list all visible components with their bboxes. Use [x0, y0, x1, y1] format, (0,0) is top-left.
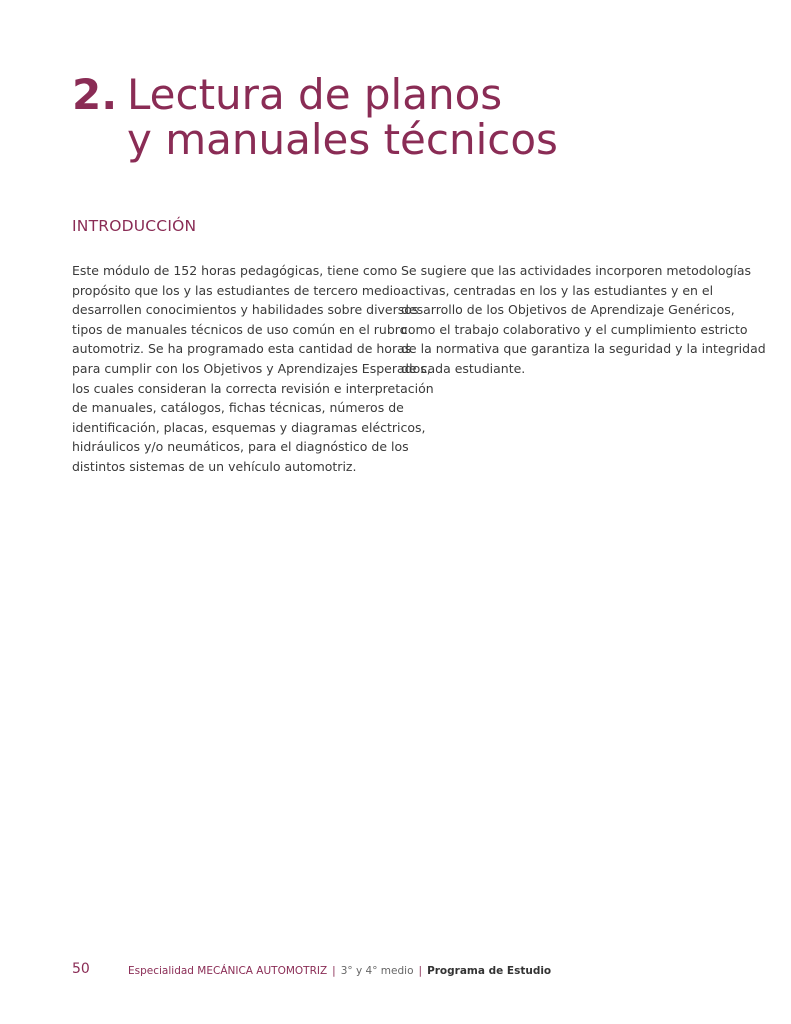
text-line: Se sugiere que las actividades incorporen metodologías	[401, 263, 752, 278]
text-line: propósito que los y las estudiantes de tercero medio	[72, 282, 401, 298]
text-line: de la normativa que garantiza la seguridad y la integridad	[401, 341, 766, 357]
methodology-paragraph	[401, 261, 766, 379]
text-line: activas, centradas en los y las estudiantes y en el	[401, 282, 714, 298]
text-line: identificación, placas, esquemas y diagramas eléctricos,	[72, 419, 426, 435]
text-line: automotriz. Se ha programado esta cantidad de horas	[72, 341, 412, 357]
chapter-title-line-1: Lectura de planos	[127, 70, 503, 119]
chapter-title	[127, 72, 558, 162]
footer-program: Programa de Estudio	[427, 965, 552, 977]
right-column	[401, 261, 766, 379]
text-line: Este módulo de 152 horas pedagógicas, tiene como	[72, 263, 398, 278]
footer-separator: |	[332, 965, 336, 977]
chapter-number: 2.	[72, 70, 118, 119]
section-title: INTRODUCCIÓN	[72, 217, 197, 235]
text-line: hidráulicos y/o neumáticos, para el diagnóstico de los	[72, 439, 409, 455]
footer-specialty: Especialidad MECÁNICA AUTOMOTRIZ	[128, 965, 328, 977]
text-line: de manuales, catálogos, fichas técnicas, números de	[72, 400, 404, 416]
text-line: de cada estudiante.	[401, 360, 526, 376]
text-line: desarrollen conocimientos y habilidades sobre diversos	[72, 302, 419, 318]
text-line: tipos de manuales técnicos de uso común en el rubro	[72, 321, 408, 337]
left-column	[72, 261, 434, 477]
footer-grade: 3° y 4° medio	[340, 965, 414, 977]
footer-separator: |	[418, 965, 423, 977]
text-line: para cumplir con los Objetivos y Aprendizajes Esperados,	[72, 360, 431, 376]
intro-paragraph	[72, 261, 434, 477]
text-line: desarrollo de los Objetivos de Aprendizaje Genéricos,	[401, 302, 735, 318]
page-number: 50	[72, 961, 90, 977]
text-line: los cuales consideran la correcta revisión e interpretación	[72, 380, 434, 396]
text-line: como el trabajo colaborativo y el cumplimiento estricto	[401, 321, 748, 337]
chapter-title-line-2: y manuales técnicos	[127, 115, 558, 164]
footer-text	[128, 965, 551, 977]
text-line: distintos sistemas de un vehículo automotriz.	[72, 458, 357, 474]
